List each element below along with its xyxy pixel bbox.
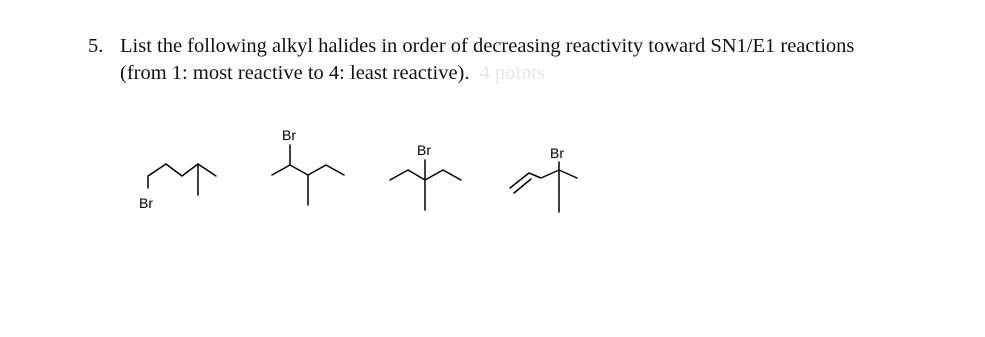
molecule-4-allylic-bromide	[505, 140, 595, 220]
molecule-1-bromine-label: Br	[139, 195, 153, 211]
molecule-4-bromine-label: Br	[550, 145, 564, 161]
question-text-line-1: List the following alkyl halides in order of decreasing reactivity toward SN1/E1 reactions	[120, 35, 855, 57]
molecule-3-bromine-label: Br	[417, 142, 431, 158]
molecule-1-primary-bromide	[130, 150, 220, 220]
molecule-1-methyl-bond	[198, 164, 216, 176]
molecule-2-bromine-label: Br	[282, 127, 296, 143]
molecule-2-secondary-bromide	[262, 125, 352, 215]
molecule-1-skeleton	[148, 164, 198, 188]
question-text-line-2: (from 1: most reactive to 4: least reactive).	[120, 62, 470, 84]
molecule-2-skeleton	[272, 165, 344, 175]
molecule-3-tertiary-bromide	[380, 140, 470, 220]
faint-point-note: 4 points	[479, 62, 546, 84]
molecule-4-double-bond	[514, 179, 531, 193]
question-number: 5.	[88, 35, 104, 57]
molecule-4-skeleton	[510, 170, 577, 188]
